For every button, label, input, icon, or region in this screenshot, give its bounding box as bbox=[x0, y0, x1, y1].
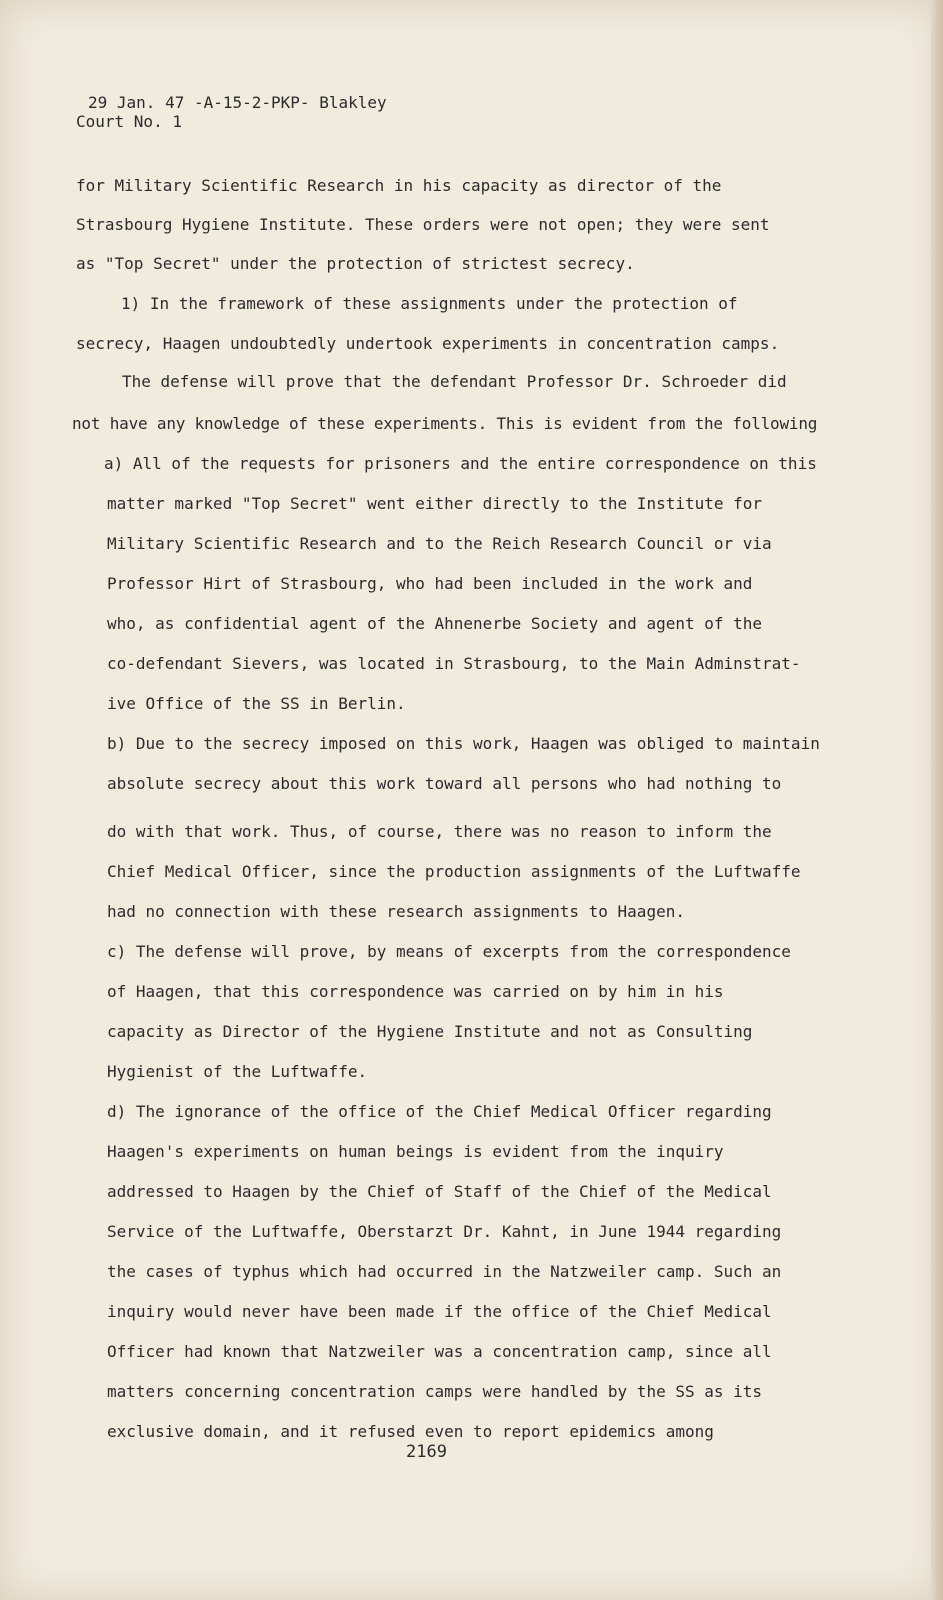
text-line: exclusive domain, and it refused even to report epidemics among bbox=[107, 1422, 714, 1441]
header-line-2: Court No. 1 bbox=[76, 112, 182, 131]
text-line: Hygienist of the Luftwaffe. bbox=[107, 1062, 368, 1081]
text-line: who, as confidential agent of the Ahnenerbe Society and agent of the bbox=[107, 614, 763, 633]
text-line: Professor Hirt of Strasbourg, who had been included in the work and bbox=[107, 574, 753, 593]
text-line: of Haagen, that this correspondence was carried on by him in his bbox=[107, 982, 724, 1001]
text-line: Military Scientific Research and to the Reich Research Council or via bbox=[107, 534, 772, 553]
text-line: Strasbourg Hygiene Institute. These orders were not open; they were sent bbox=[76, 215, 770, 234]
text-line: d) The ignorance of the office of the Chief Medical Officer regarding bbox=[107, 1102, 772, 1121]
text-line: co-defendant Sievers, was located in Strasbourg, to the Main Adminstrat- bbox=[107, 654, 801, 673]
text-line: The defense will prove that the defendant Professor Dr. Schroeder did bbox=[122, 372, 787, 391]
text-line: b) Due to the secrecy imposed on this work, Haagen was obliged to maintain bbox=[107, 734, 820, 753]
text-line: had no connection with these research assignments to Haagen. bbox=[107, 902, 685, 921]
text-line: Chief Medical Officer, since the production assignments of the Luftwaffe bbox=[107, 862, 801, 881]
text-line: for Military Scientific Research in his capacity as director of the bbox=[76, 176, 722, 195]
text-line: the cases of typhus which had occurred in the Natzweiler camp. Such an bbox=[107, 1262, 782, 1281]
text-line: ive Office of the SS in Berlin. bbox=[107, 694, 406, 713]
text-line: c) The defense will prove, by means of excerpts from the correspondence bbox=[107, 942, 791, 961]
text-line: inquiry would never have been made if the office of the Chief Medical bbox=[107, 1302, 772, 1321]
text-line: matter marked "Top Secret" went either directly to the Institute for bbox=[107, 494, 763, 513]
header-line-1: 29 Jan. 47 -A-15-2-PKP- Blakley bbox=[88, 93, 387, 112]
text-line: addressed to Haagen by the Chief of Staff of the Chief of the Medical bbox=[107, 1182, 772, 1201]
text-line: Service of the Luftwaffe, Oberstarzt Dr. Kahnt, in June 1944 regarding bbox=[107, 1222, 782, 1241]
text-line: Officer had known that Natzweiler was a concentration camp, since all bbox=[107, 1342, 772, 1361]
text-line: 1) In the framework of these assignments under the protection of bbox=[121, 294, 738, 313]
text-line: Haagen's experiments on human beings is evident from the inquiry bbox=[107, 1142, 724, 1161]
text-line: absolute secrecy about this work toward all persons who had nothing to bbox=[107, 774, 782, 793]
text-line: as "Top Secret" under the protection of strictest secrecy. bbox=[76, 254, 635, 273]
page-number: 2169 bbox=[406, 1442, 447, 1462]
text-line: matters concerning concentration camps were handled by the SS as its bbox=[107, 1382, 763, 1401]
text-line: do with that work. Thus, of course, there was no reason to inform the bbox=[107, 822, 772, 841]
text-line: not have any knowledge of these experiments. This is evident from the following bbox=[72, 414, 818, 433]
text-line: a) All of the requests for prisoners and the entire correspondence on this bbox=[104, 454, 817, 473]
text-line: capacity as Director of the Hygiene Institute and not as Consulting bbox=[107, 1022, 753, 1041]
page-edge bbox=[931, 0, 943, 1600]
text-line: secrecy, Haagen undoubtedly undertook experiments in concentration camps. bbox=[76, 334, 780, 353]
